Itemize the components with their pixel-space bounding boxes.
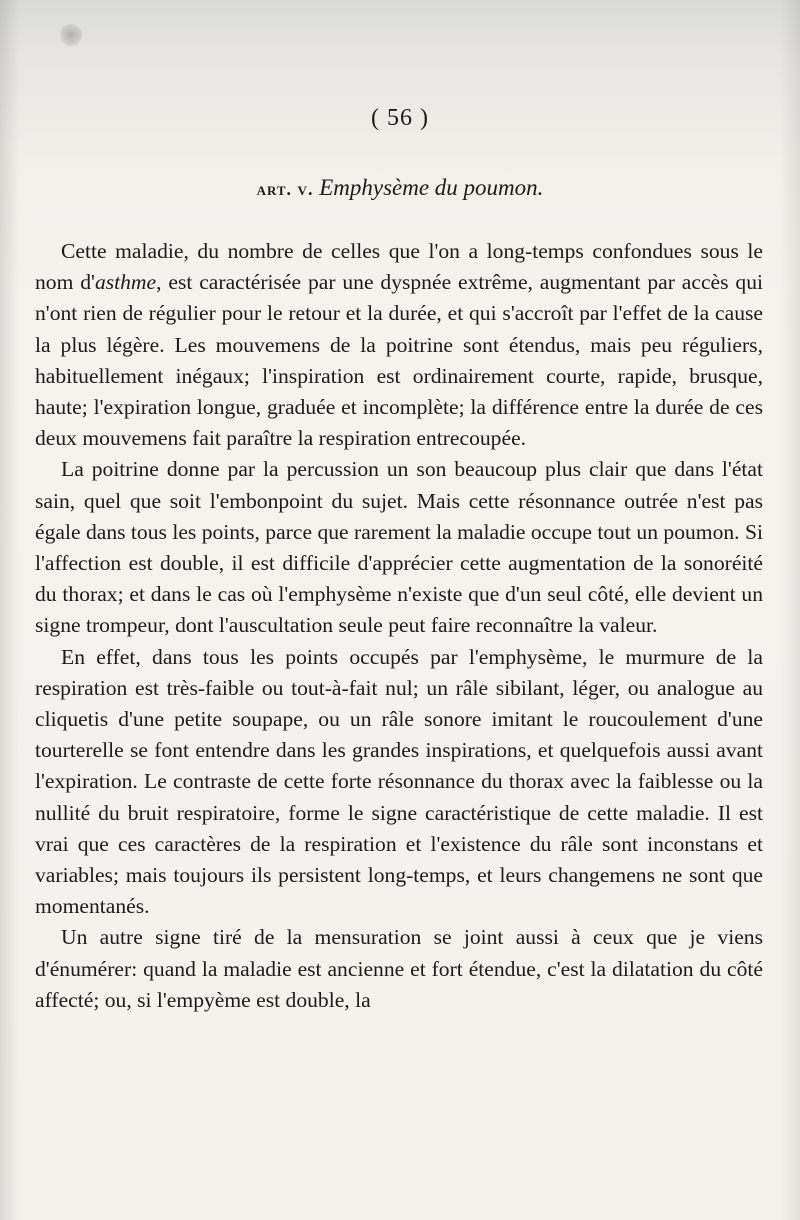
article-heading	[0, 175, 800, 201]
paragraph-1-after: , est caractérisée par une dyspnée extrême, augmentant par accès qui n'ont rien de régulier pour le retour et la durée, et qui s'accroît par l'effet de la cause la plus légère. Les mouvemens de la poitrine sont étendus, mais peu réguliers, habituellement inégaux; l'inspiration est ordinairement courte, rapide, brusque, haute; l'expiration longue, graduée et incomplète; la différence entre la durée de ces deux mouvemens fait paraître la respiration entrecoupée.	[35, 270, 763, 451]
paragraph-1-before: Cette maladie, du nombre de celles que l'on a long-temps confondues sous le nom d'	[35, 239, 763, 295]
paragraph-1-emphasis: asthme	[94, 270, 157, 295]
article-title: Emphysème du poumon.	[319, 175, 544, 200]
paragraph-2: La poitrine donne par la percussion un son beaucoup plus clair que dans l'état sain, quel que soit l'embonpoint du sujet. Mais cette résonnance outrée n'est pas égale dans tous les points, parce que rarement la maladie occupe tout un poumon. Si l'affection est double, il est difficile d'apprécier cette augmentation de la sonoréité du thorax; et dans le cas où l'emphysème n'existe que d'un seul côté, elle devient un signe trompeur, dont l'auscultation seule peut faire reconnaître la valeur.	[35, 457, 763, 638]
page-number: ( 56 )	[371, 105, 429, 131]
paragraph-1	[35, 236, 763, 454]
ink-stain	[60, 24, 82, 46]
paragraph-4: Un autre signe tiré de la mensuration se joint aussi à ceux que je viens d'énumérer: quand la maladie est ancienne et fort étendue, c'est la dilatation du côté affecté; ou, si l'empyème est double, la	[35, 925, 763, 1012]
body-text	[35, 236, 763, 1016]
article-label: art. v.	[256, 179, 314, 199]
paragraph-3: En effet, dans tous les points occupés par l'emphysème, le murmure de la respiration est très-faible ou tout-à-fait nul; un râle sibilant, léger, ou analogue au cliquetis d'une petite soupape, ou un râle sonore imitant le roucoulement d'une tourterelle se font entendre dans les grandes inspirations, et quelquefois aussi avant l'expiration. Le contraste de cette forte résonnance du thorax avec la faiblesse ou la nullité du bruit respiratoire, forme le signe caractéristique de cette maladie. Il est vrai que ces caractères de la respiration et l'existence du râle sont inconstans et variables; mais toujours ils persistent long-temps, et leurs changemens ne sont que momentanés.	[35, 644, 763, 919]
